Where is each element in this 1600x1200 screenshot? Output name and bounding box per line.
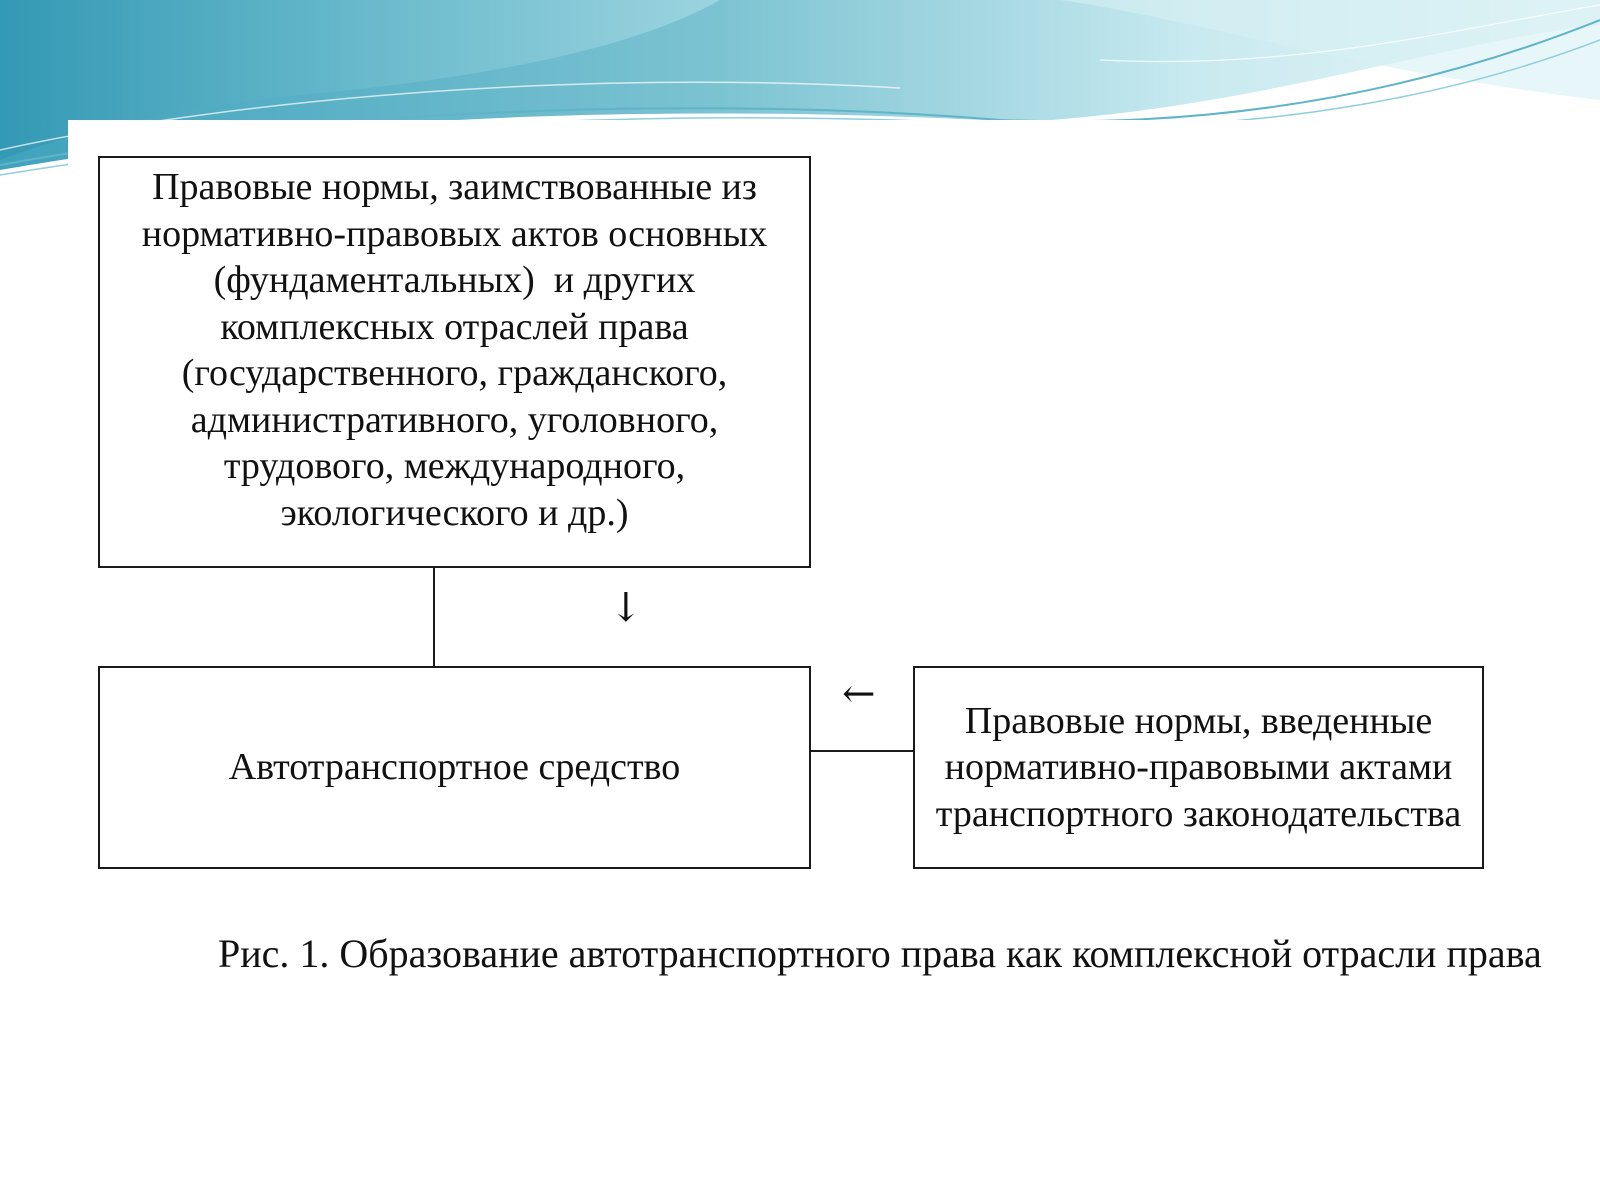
- source-norms-line: Правовые нормы, заимствованные из: [152, 166, 757, 208]
- source-norms-line: нормативно-правовых актов основных: [141, 212, 768, 255]
- source-norms-line: трудового, международного,: [223, 445, 686, 487]
- transport-norms-text: [936, 698, 1461, 838]
- connector-vertical: [433, 567, 435, 667]
- vehicle-box: [98, 666, 811, 869]
- transport-norms-box: [913, 666, 1484, 869]
- source-norms-line: экологического и др.): [280, 491, 629, 534]
- source-norms-line: административного, уголовного,: [190, 398, 719, 441]
- source-norms-line: (государственного, гражданского,: [181, 352, 728, 394]
- transport-norms-line: транспортного законодательства: [935, 792, 1462, 835]
- vehicle-label: Автотранспортное средство: [228, 746, 681, 789]
- source-norms-box: [98, 156, 811, 568]
- source-norms-line: комплексных отраслей права: [220, 305, 689, 348]
- transport-norms-line: Правовые нормы, введенные: [964, 699, 1433, 742]
- source-norms-text: [142, 164, 768, 536]
- connector-horizontal: [810, 750, 914, 752]
- arrow-down-icon: ↓: [609, 585, 643, 631]
- arrow-left-icon: ←: [842, 671, 876, 717]
- figure-caption: Рис. 1. Образование автотранспортного права как комплексной отрасли права: [218, 931, 1542, 976]
- transport-norms-line: нормативно-правовыми актами: [944, 746, 1453, 789]
- source-norms-line: (фундаментальных) и других: [213, 259, 696, 301]
